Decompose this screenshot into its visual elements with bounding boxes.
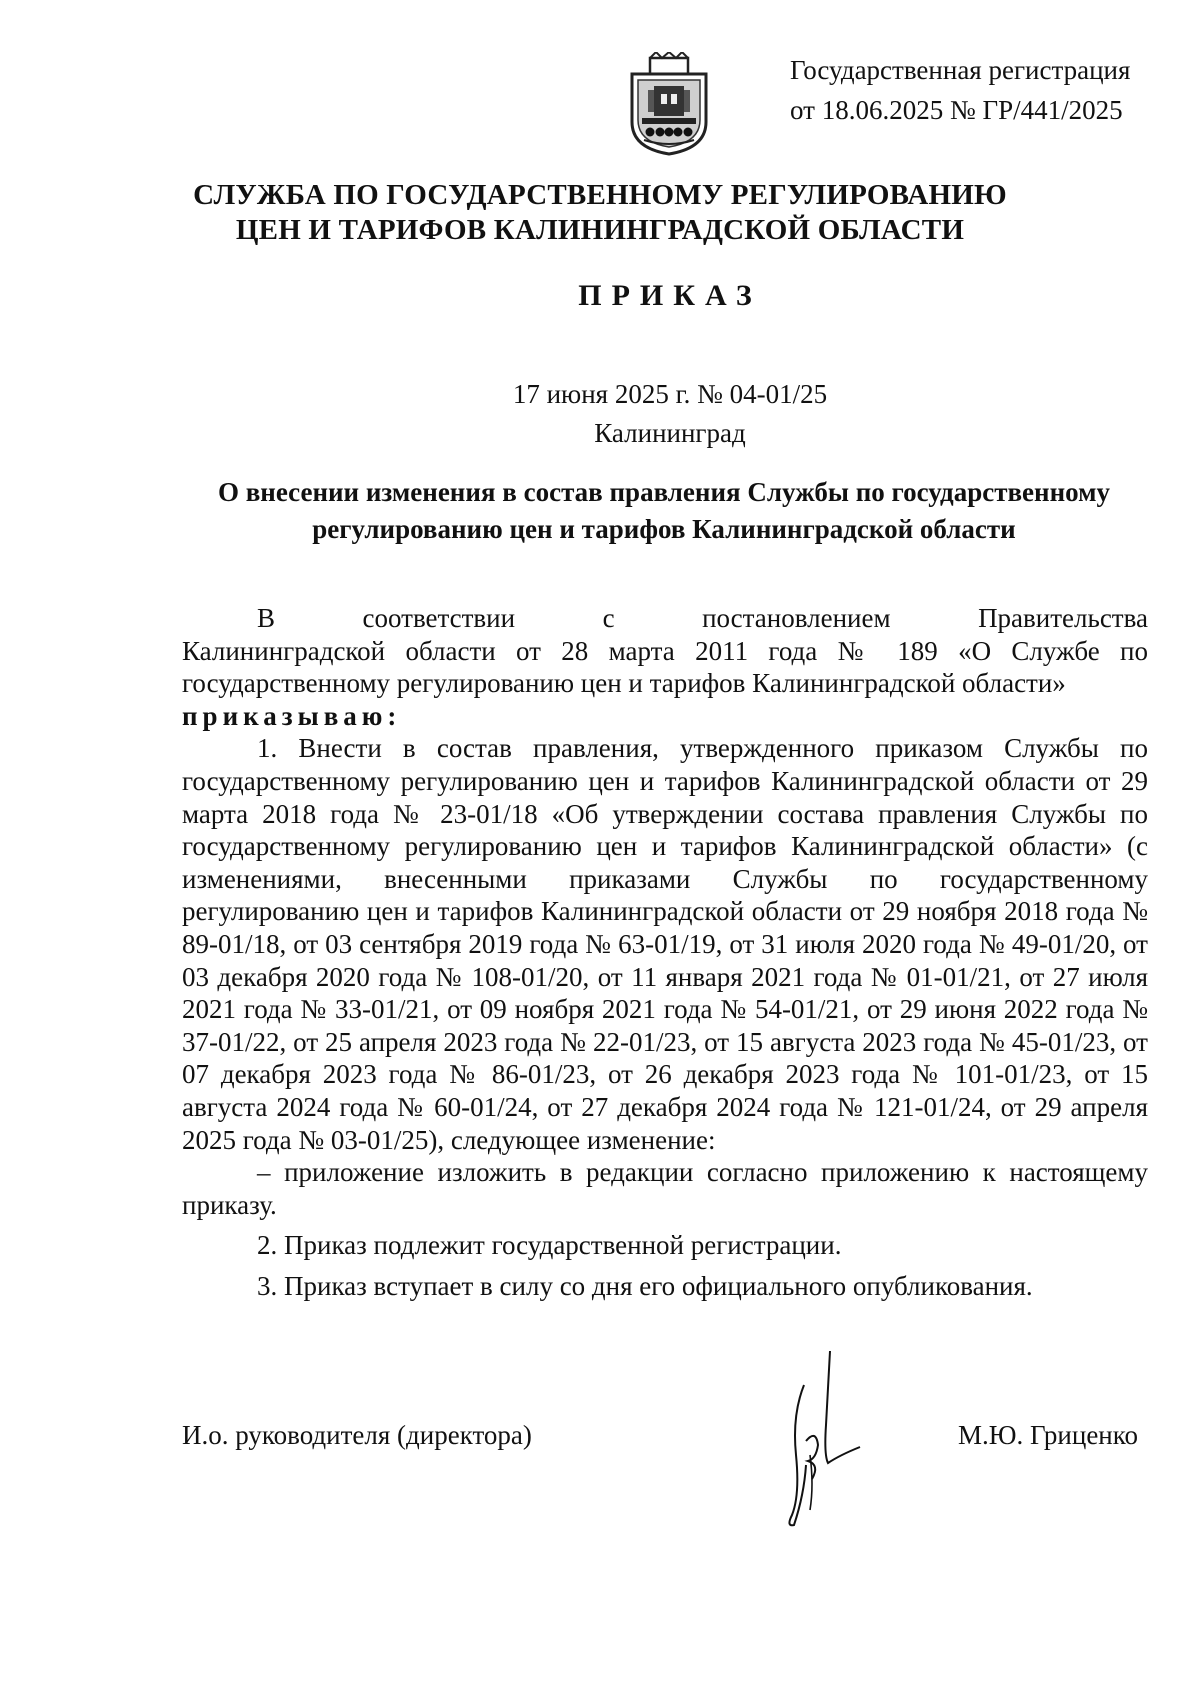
date-block — [470, 375, 870, 453]
signer-role: И.о. руководителя (директора) — [182, 1420, 532, 1450]
agency-title — [0, 178, 1200, 248]
order-item-3: 3. Приказ вступает в силу со дня его официального опубликования. — [257, 1270, 1033, 1301]
registration-line-2: от 18.06.2025 № ГР/441/2025 — [790, 95, 1123, 125]
city: Калининград — [594, 418, 746, 448]
preamble-word: В — [257, 603, 276, 633]
agency-title-line-2: ЦЕН И ТАРИФОВ КАЛИНИНГРАДСКОЙ ОБЛАСТИ — [235, 214, 965, 246]
preamble-word: постановлением — [702, 603, 891, 633]
agency-title-line-1: СЛУЖБА ПО ГОСУДАРСТВЕННОМУ РЕГУЛИРОВАНИЮ — [193, 179, 1007, 211]
order-item-1-subpoint: – приложение изложить в редакции согласно приложению к настоящему приказу. — [182, 1157, 1148, 1220]
preamble-word: Правительства — [978, 603, 1148, 633]
date-number: 17 июня 2025 г. № 04-01/25 — [512, 379, 828, 409]
order-item-1: 1. Внести в состав правления, утвержденного приказом Службы по государственному регулированию цен и тарифов Калининградской области от 29 марта 2018 года № 23-01/18 «Об утверждении состава правления Службы по государственному регулированию цен и тарифов Калининградской области» (с изменениями, внесенными приказами Службы по государственному регулированию цен и тарифов Калининградской области от 29 ноября 2018 года № 89-01/18, от 03 сентября 2019 года № 63-01/19, от 31 июля 2020 года № 49-01/20, от 03 декабря 2020 года № 108-01/20, от 11 января 2021 года № 01-01/21, от 27 июля 2021 года № 33-01/21, от 09 ноября 2021 года № 54-01/21, от 29 июня 2022 года № 37-01/22, от 25 апреля 2023 года № 22-01/23, от 15 августа 2023 года № 45-01/23, от 07 декабря 2023 года № 86-01/23, от 26 декабря 2023 года № 101-01/23, от 15 августа 2024 года № 60-01/24, от 27 декабря 2024 года № 121-01/24, от 29 апреля 2025 года № 03-01/25), следующее изменение: — [182, 733, 1148, 1155]
document-body — [182, 602, 1148, 1302]
preamble-first-line — [182, 602, 1148, 635]
signer-name: М.Ю. Гриценко — [958, 1420, 1138, 1450]
preamble-word: с — [602, 603, 615, 633]
document-subject — [180, 474, 1148, 548]
registration-stamp — [790, 50, 1130, 130]
subject-line-1: О внесении изменения в состав правления Службы по государственному — [217, 477, 1111, 507]
subject-line-2: регулированию цен и тарифов Калининградской области — [312, 514, 1016, 544]
order-word: приказываю: — [182, 700, 402, 731]
handwritten-signature — [770, 1345, 880, 1535]
order-item-2: 2. Приказ подлежит государственной регистрации. — [257, 1230, 842, 1261]
document-type: ПРИКАЗ — [578, 279, 762, 312]
coat-of-arms-emblem — [628, 52, 710, 156]
registration-line-1: Государственная регистрация — [790, 55, 1131, 85]
preamble-word: соответствии — [362, 603, 516, 633]
preamble-text: Калининградской области от 28 марта 2011 года № 189 «О Службе по государственному регулированию цен и тарифов Калининградской области» — [182, 635, 1148, 699]
